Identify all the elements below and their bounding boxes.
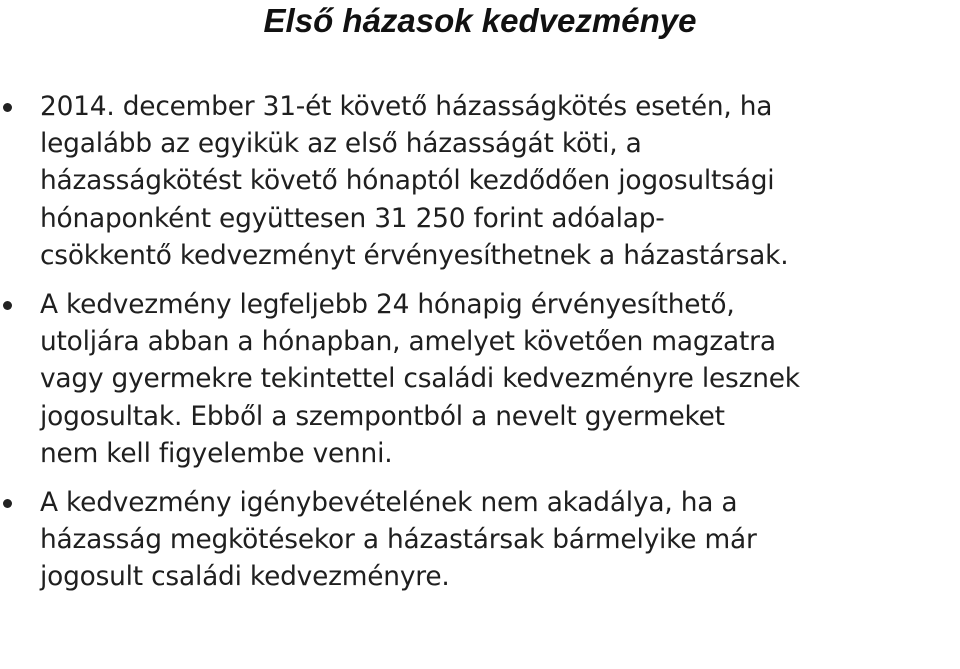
- bullet-item: [0, 484, 960, 596]
- bullet-text-line: A kedvezmény igénybevételének nem akadálya, ha a: [40, 487, 738, 519]
- bullet-text-line: házasságkötést követő hónaptól kezdődően jogosultsági: [40, 165, 775, 197]
- bullet-item: [0, 88, 960, 274]
- bullet-dot-icon: [3, 301, 12, 310]
- bullet-dot-icon: [3, 103, 12, 112]
- bullet-text-line: csökkentő kedvezményt érvényesíthetnek a házastársak.: [40, 239, 789, 271]
- bullet-text-line: jogosultak. Ebből a szempontból a nevelt gyermeket: [40, 400, 725, 432]
- bullet-text-line: A kedvezmény legfeljebb 24 hónapig érvényesíthető,: [40, 289, 735, 321]
- bullet-list: [0, 88, 960, 608]
- bullet-text-line: jogosult családi kedvezményre.: [40, 561, 450, 593]
- slide-title: Első házasok kedvezménye: [263, 2, 697, 39]
- bullet-text-line: legalább az egyikük az első házasságát köti, a: [40, 128, 642, 160]
- bullet-text-line: nem kell figyelembe venni.: [40, 437, 393, 469]
- bullet-text-line: hónaponként együttesen 31 250 forint adóalap-: [40, 202, 665, 234]
- bullet-text-line: 2014. december 31-ét követő házasságkötés esetén, ha: [40, 91, 773, 122]
- bullet-item: [0, 286, 960, 472]
- bullet-text-line: utoljára abban a hónapban, amelyet követően magzatra: [40, 326, 776, 358]
- bullet-dot-icon: [3, 499, 12, 508]
- bullet-text-line: vagy gyermekre tekintettel családi kedvezményre lesznek: [40, 363, 800, 395]
- bullet-text-line: házasság megkötésekor a házastársak bármelyike már: [40, 524, 757, 556]
